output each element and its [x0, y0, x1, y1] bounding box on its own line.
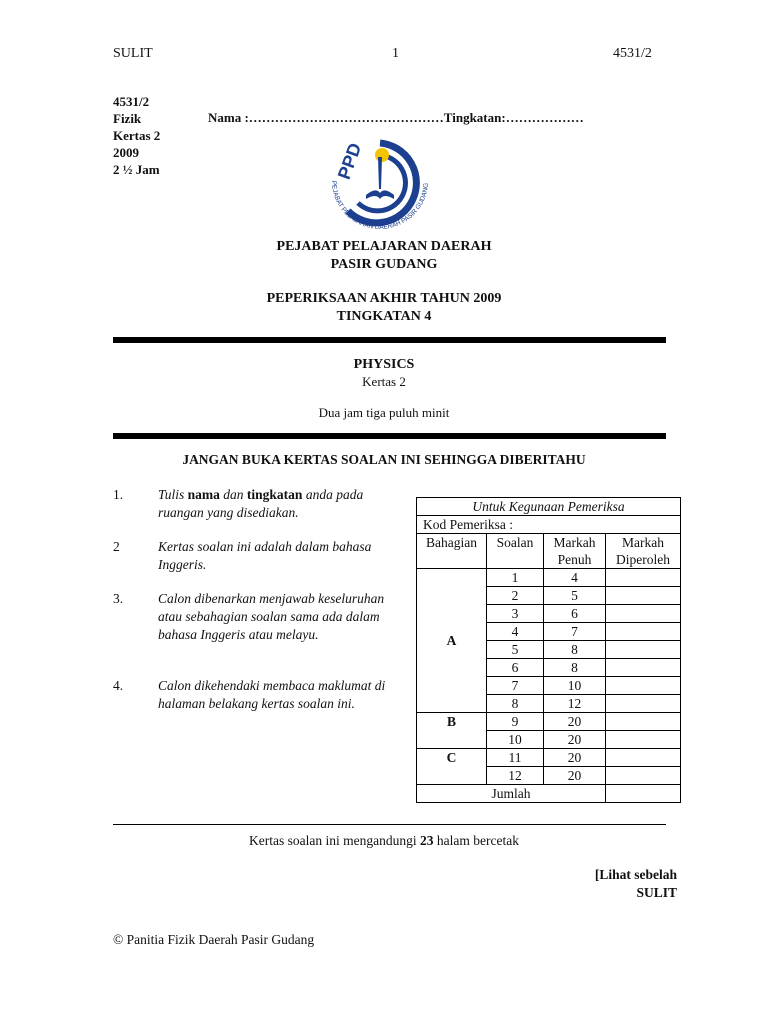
soalan-cell: 1	[487, 569, 544, 587]
header-sulit: SULIT	[113, 46, 153, 61]
diperoleh-cell[interactable]	[606, 605, 681, 623]
table-row	[417, 516, 681, 534]
table-header-row	[417, 534, 681, 569]
diperoleh-cell[interactable]	[606, 677, 681, 695]
footer-sulit: SULIT	[636, 885, 677, 900]
kod-pemeriksa[interactable]: Kod Pemeriksa :	[417, 516, 681, 534]
section-c: C	[417, 749, 487, 785]
header-soalan: Soalan	[487, 534, 544, 569]
penuh-cell: 5	[544, 587, 606, 605]
logo-ppd-text: PPD	[333, 140, 366, 182]
warning-text: JANGAN BUKA KERTAS SOALAN INI SEHINGGA DIBERITAHU	[182, 452, 586, 467]
subject-title: PHYSICS	[353, 357, 415, 372]
diperoleh-cell[interactable]	[606, 749, 681, 767]
penuh-cell: 4	[544, 569, 606, 587]
paper-year: 2009	[113, 145, 139, 160]
soalan-cell: 2	[487, 587, 544, 605]
penuh-cell: 12	[544, 695, 606, 713]
jumlah-label: Jumlah	[417, 785, 606, 803]
paper-number: Kertas 2	[113, 128, 161, 143]
paper-subject: Fizik	[113, 111, 142, 126]
soalan-cell: 4	[487, 623, 544, 641]
soalan-cell: 10	[487, 731, 544, 749]
nama-field[interactable]: Nama :………………………………………	[208, 110, 444, 125]
soalan-cell: 7	[487, 677, 544, 695]
diperoleh-cell[interactable]	[606, 695, 681, 713]
candidate-line	[208, 110, 584, 126]
divider-bottom	[113, 433, 666, 439]
tingkatan-field[interactable]: Tingkatan:………………	[443, 110, 584, 125]
penuh-cell: 20	[544, 713, 606, 731]
diperoleh-cell[interactable]	[606, 731, 681, 749]
logo-sun-icon	[375, 148, 389, 162]
logo-ring-text: PEJABAT PELAJARAN DAERAH PASIR GUDANG	[329, 180, 431, 232]
soalan-cell: 5	[487, 641, 544, 659]
ppd-logo	[318, 133, 442, 233]
logo-book-icon	[366, 190, 394, 199]
table-row	[417, 749, 681, 767]
table-row	[417, 713, 681, 731]
penuh-cell: 6	[544, 605, 606, 623]
diperoleh-cell[interactable]	[606, 641, 681, 659]
diperoleh-cell[interactable]	[606, 767, 681, 785]
diperoleh-cell[interactable]	[606, 587, 681, 605]
soalan-cell: 11	[487, 749, 544, 767]
soalan-cell: 3	[487, 605, 544, 623]
header-paper-code: 4531/2	[613, 46, 652, 61]
soalan-cell: 6	[487, 659, 544, 677]
penuh-cell: 20	[544, 731, 606, 749]
subject-duration: Dua jam tiga puluh minit	[318, 405, 450, 420]
header-page-number: 1	[392, 46, 399, 61]
table-title: Untuk Kegunaan Pemeriksa	[417, 498, 681, 516]
pages-note: Kertas soalan ini mengandungi 23 halam bercetak	[249, 833, 519, 848]
office-line1: PEJABAT PELAJARAN DAERAH	[276, 239, 492, 254]
soalan-cell: 9	[487, 713, 544, 731]
penuh-cell: 20	[544, 767, 606, 785]
paper-duration: 2 ½ Jam	[113, 162, 160, 177]
jumlah-cell[interactable]	[606, 785, 681, 803]
penuh-cell: 7	[544, 623, 606, 641]
diperoleh-cell[interactable]	[606, 569, 681, 587]
exam-line1: PEPERIKSAAN AKHIR TAHUN 2009	[266, 291, 502, 306]
section-a: A	[417, 569, 487, 713]
footer-divider	[113, 824, 666, 825]
soalan-cell: 12	[487, 767, 544, 785]
penuh-cell: 8	[544, 659, 606, 677]
subject-paper: Kertas 2	[362, 374, 406, 389]
logo-pen-icon	[378, 157, 382, 189]
header-bahagian: Bahagian	[417, 534, 487, 569]
paper-meta	[113, 93, 160, 178]
ppd-logo-graphic	[318, 133, 442, 233]
header-markah-diperoleh: Markah Diperoleh	[606, 534, 681, 569]
soalan-cell: 8	[487, 695, 544, 713]
penuh-cell: 10	[544, 677, 606, 695]
table-row	[417, 569, 681, 587]
exam-line2: TINGKATAN 4	[336, 309, 432, 324]
office-line2: PASIR GUDANG	[330, 257, 438, 272]
penuh-cell: 20	[544, 749, 606, 767]
divider-top	[113, 337, 666, 343]
lihat-sebelah: [Lihat sebelah	[594, 867, 677, 882]
diperoleh-cell[interactable]	[606, 623, 681, 641]
paper-code: 4531/2	[113, 94, 150, 109]
table-row	[417, 785, 681, 803]
diperoleh-cell[interactable]	[606, 659, 681, 677]
penuh-cell: 8	[544, 641, 606, 659]
table-row	[417, 498, 681, 516]
copyright: © Panitia Fizik Daerah Pasir Gudang	[113, 932, 315, 947]
diperoleh-cell[interactable]	[606, 713, 681, 731]
examiner-table	[416, 497, 681, 803]
header-markah-penuh: Markah Penuh	[544, 534, 606, 569]
section-b: B	[417, 713, 487, 749]
